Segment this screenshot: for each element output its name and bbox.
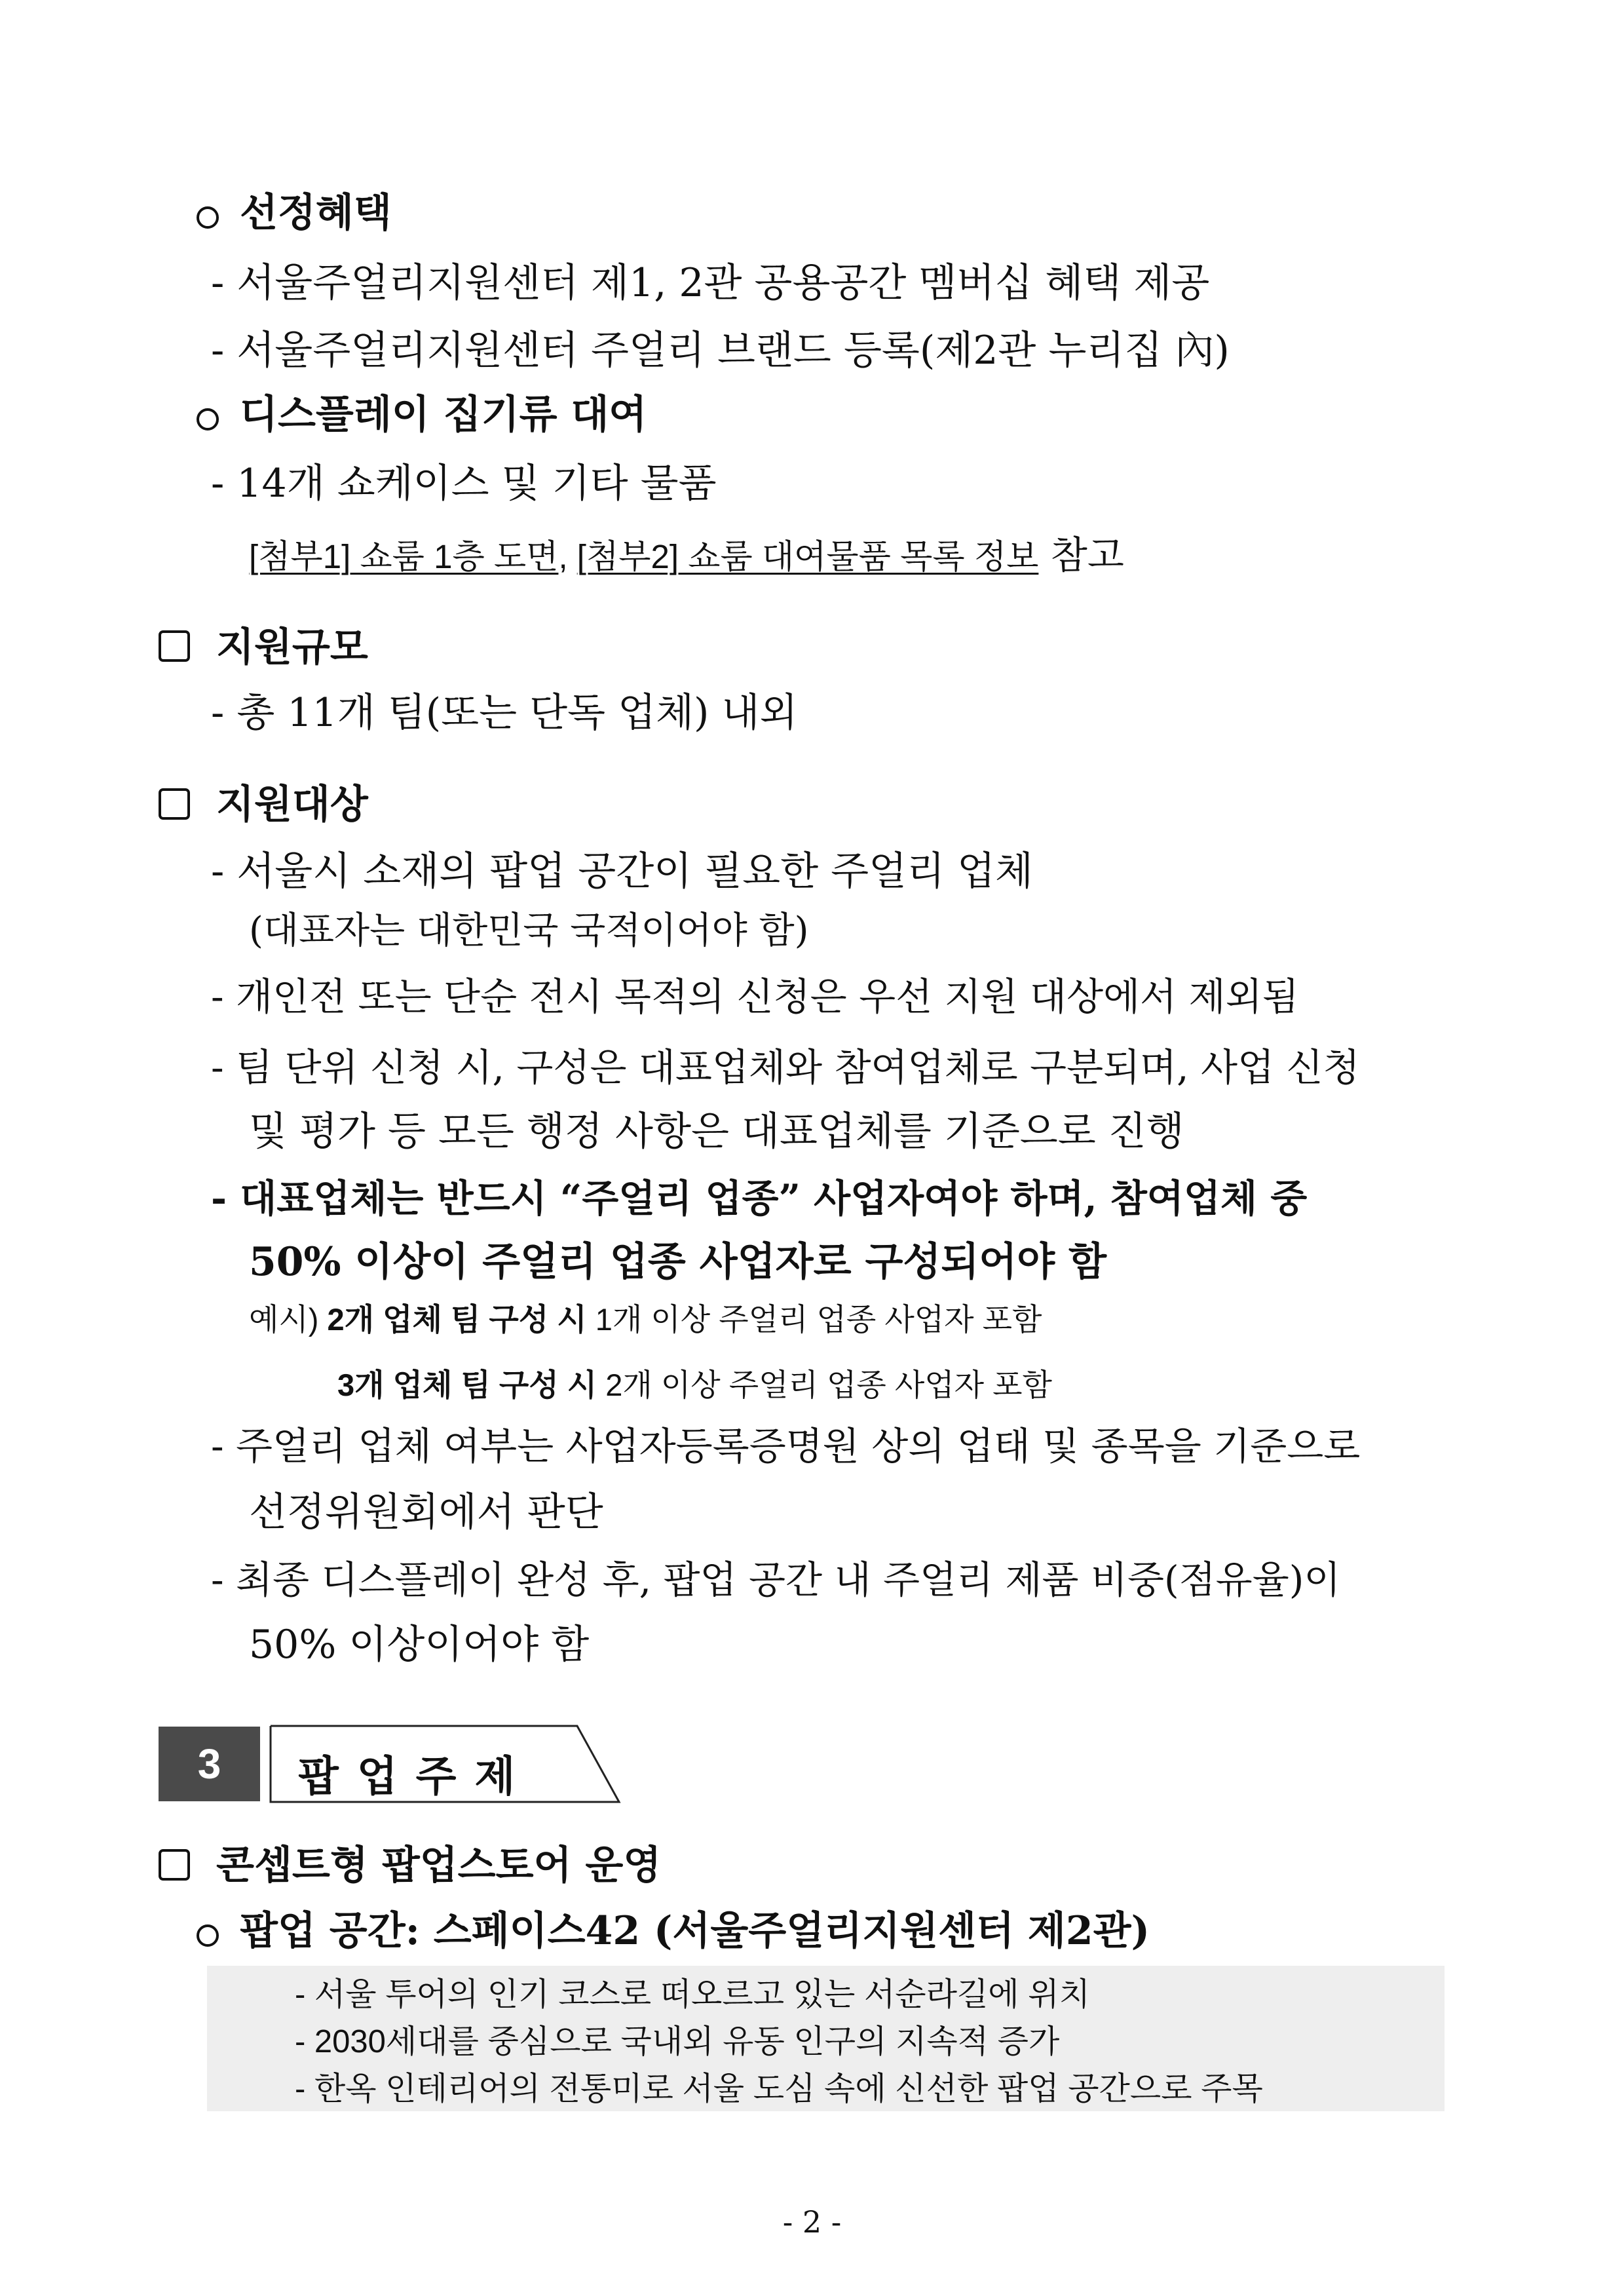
attachment-link-1[interactable]: [첨부1] 쇼룸 1층 도면: [249, 538, 559, 575]
target-heading: 지원대상: [216, 782, 368, 828]
target-line-1: - 서울시 소재의 팝업 공간이 필요한 주얼리 업체: [211, 849, 1034, 894]
section-title: 팝업주제: [298, 1753, 534, 1800]
circle-bullet-icon: [197, 1924, 219, 1947]
concept-space: 팝업 공간: 스페이스42 (서울주얼리지원센터 제2관): [197, 1911, 1150, 1951]
target-example-1: 예시) 2개 업체 팀 구성 시 1개 이상 주얼리 업종 사업자 포함: [249, 1302, 1042, 1337]
benefits-item-2: - 서울주얼리지원센터 주얼리 브랜드 등록(제2관 누리집 內): [211, 328, 1230, 373]
benefits-item-1: - 서울주얼리지원센터 제1, 2관 공용공간 멤버십 혜택 제공: [211, 260, 1210, 306]
concept-note-1: - 서울 투어의 인기 코스로 떠오르고 있는 서순라길에 위치: [295, 1977, 1090, 2012]
benefits-heading: 선정혜택: [197, 193, 392, 233]
concept-note-3: - 한옥 인테리어의 전통미로 서울 도심 속에 신선한 팝업 공간으로 주목: [295, 2071, 1263, 2107]
attachment-link-2[interactable]: [첨부2] 쇼룸 대여물품 목록 정보: [576, 538, 1039, 575]
section-title-box: [269, 1723, 622, 1805]
target-example-2: 3개 업체 팀 구성 시 2개 이상 주얼리 업종 사업자 포함: [337, 1368, 1052, 1402]
page-number: - 2 -: [782, 2204, 842, 2240]
checkbox-bullet-icon: [159, 1849, 190, 1881]
target-line-3a: - 팀 단위 신청 시, 구성은 대표업체와 참여업체로 구분되며, 사업 신청: [211, 1045, 1360, 1090]
circle-bullet-icon: [197, 408, 219, 430]
display-heading: 디스플레이 집기류 대여: [197, 395, 647, 434]
scale-item: - 총 11개 팀(또는 단독 업체) 내외: [211, 690, 798, 736]
section-number: 3: [159, 1727, 260, 1801]
circle-bullet-icon: [197, 206, 219, 229]
checkbox-bullet-icon: [159, 630, 190, 662]
target-line-6a: - 최종 디스플레이 완성 후, 팝업 공간 내 주얼리 제품 비중(점유율)이: [211, 1558, 1341, 1602]
target-line-3b: 및 평가 등 모든 행정 사항은 대표업체를 기준으로 진행: [249, 1109, 1184, 1155]
target-line-5a: - 주얼리 업체 여부는 사업자등록증명원 상의 업태 및 종목을 기준으로: [211, 1424, 1361, 1468]
scale-heading: 지원규모: [216, 624, 368, 670]
concept-note-2: - 2030세대를 중심으로 국내외 유동 인구의 지속적 증가: [295, 2024, 1060, 2059]
display-item: - 14개 쇼케이스 및 기타 물품: [211, 461, 717, 507]
target-line-2: - 개인전 또는 단순 전시 목적의 신청은 우선 지원 대상에서 제외됨: [211, 974, 1299, 1019]
target-line-4b: 50% 이상이 주얼리 업종 사업자로 구성되어야 함: [249, 1239, 1107, 1285]
display-reference: [첨부1] 쇼룸 1층 도면, [첨부2] 쇼룸 대여물품 목록 정보 참고: [249, 533, 1124, 577]
target-line-1-note: (대표자는 대한민국 국적이어야 함): [249, 909, 809, 952]
target-line-4a: - 대표업체는 반드시 “주얼리 업종” 사업자여야 하며, 참여업체 중: [211, 1176, 1308, 1221]
concept-heading: 콘셉트형 팝업스토어 운영: [216, 1843, 662, 1888]
target-line-6b: 50% 이상이어야 함: [249, 1622, 590, 1668]
checkbox-bullet-icon: [159, 788, 190, 820]
target-line-5b: 선정위원회에서 판단: [249, 1489, 603, 1535]
